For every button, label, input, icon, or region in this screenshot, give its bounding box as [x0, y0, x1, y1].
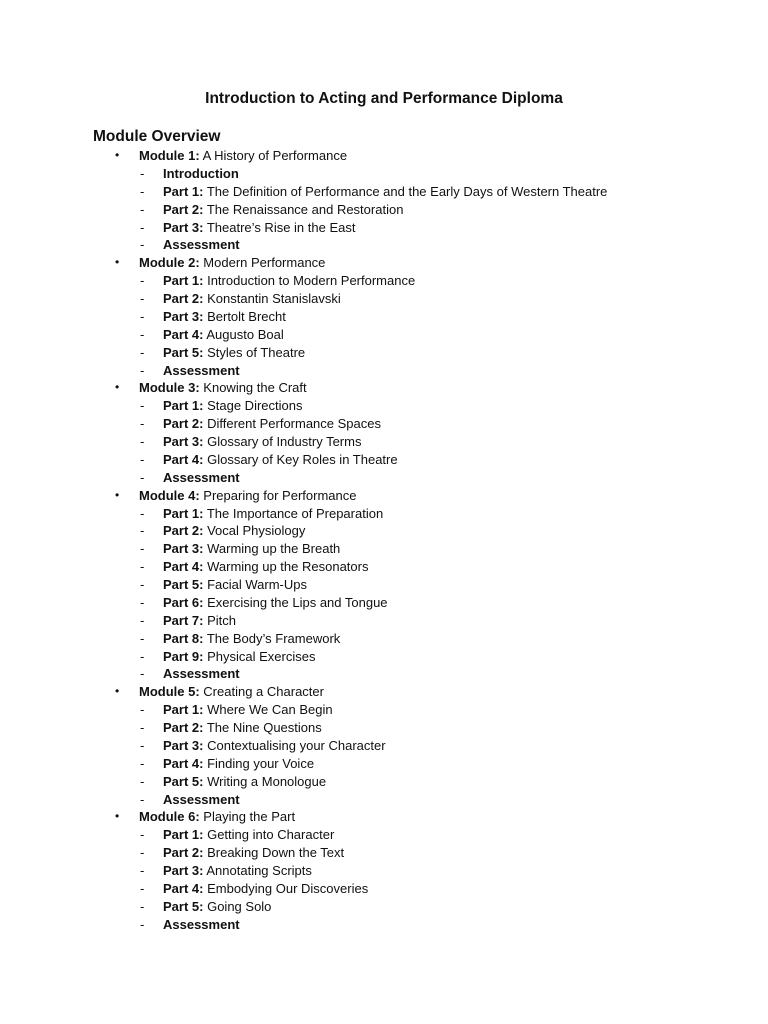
part-label: Part 4:: [163, 559, 204, 575]
dash-marker: -: [140, 451, 145, 467]
part-text: [163, 362, 240, 380]
part-title: The Definition of Performance and the Early Days of Western Theatre: [206, 183, 608, 199]
part-label: Part 8:: [163, 630, 204, 646]
part-label: Part 4:: [163, 880, 204, 896]
part-item: [0, 451, 768, 469]
part-text: [163, 522, 305, 540]
module-item: [0, 254, 768, 272]
dash-marker: -: [140, 612, 145, 628]
bullet-icon: •: [115, 380, 120, 395]
part-title: Styles of Theatre: [207, 344, 306, 360]
dash-marker: -: [140, 845, 145, 861]
part-item: [0, 755, 768, 773]
module-item: [0, 487, 768, 505]
part-text: [163, 290, 341, 308]
part-label: Part 1:: [163, 702, 204, 718]
part-label: Part 3:: [163, 308, 204, 324]
part-title: Where We Can Begin: [207, 702, 333, 718]
part-text: [163, 558, 368, 576]
module-label: Module 6:: [139, 809, 200, 825]
part-text: [163, 826, 334, 844]
part-title: Warming up the Resonators: [207, 559, 369, 575]
part-text: [163, 183, 607, 201]
part-item: [0, 594, 768, 612]
part-title: Introduction to Modern Performance: [207, 273, 416, 289]
part-text: [163, 630, 340, 648]
part-item: [0, 219, 768, 237]
part-label: Part 7:: [163, 612, 204, 628]
dash-marker: -: [140, 702, 145, 718]
part-text: [163, 344, 305, 362]
part-text: [163, 844, 344, 862]
part-label: Assessment: [163, 362, 240, 378]
dash-marker: -: [140, 755, 145, 771]
part-item: [0, 165, 768, 183]
part-item: [0, 344, 768, 362]
dash-marker: -: [140, 201, 145, 217]
section-heading: Module Overview: [93, 128, 221, 145]
module-text: [139, 487, 356, 505]
part-item: [0, 540, 768, 558]
bullet-icon: •: [115, 809, 120, 824]
dash-marker: -: [140, 594, 145, 610]
module-label: Module 5:: [139, 684, 200, 700]
part-text: [163, 594, 388, 612]
part-label: Part 4:: [163, 451, 204, 467]
part-title: Warming up the Breath: [207, 541, 341, 557]
module-text: [139, 147, 347, 165]
module-text: [139, 683, 324, 701]
part-label: Assessment: [163, 666, 240, 682]
dash-marker: -: [140, 273, 145, 289]
module-label: Module 1:: [139, 148, 200, 163]
part-title: The Nine Questions: [206, 720, 322, 735]
part-label: Part 3:: [163, 737, 204, 753]
part-text: [163, 701, 333, 719]
part-title: Getting into Character: [207, 827, 335, 843]
part-title: Konstantin Stanislavski: [207, 291, 341, 306]
part-title: Bertolt Brecht: [207, 308, 286, 324]
part-item: [0, 648, 768, 666]
part-item: [0, 612, 768, 630]
part-text: [163, 576, 307, 594]
part-text: [163, 737, 386, 755]
part-title: Physical Exercises: [207, 648, 316, 664]
part-item: [0, 719, 768, 737]
part-text: [163, 326, 284, 344]
dash-marker: -: [140, 523, 145, 539]
dash-marker: -: [140, 398, 145, 414]
part-text: [163, 665, 240, 683]
module-title: Knowing the Craft: [203, 380, 307, 396]
part-label: Assessment: [163, 791, 240, 807]
dash-marker: -: [140, 827, 145, 843]
part-title: Exercising the Lips and Tongue: [207, 594, 388, 610]
part-text: [163, 397, 302, 415]
part-label: Part 4:: [163, 755, 204, 771]
part-label: Part 3:: [163, 541, 204, 557]
module-title: A History of Performance: [202, 148, 348, 163]
part-item: [0, 862, 768, 880]
dash-marker: -: [140, 219, 145, 235]
dash-marker: -: [140, 648, 145, 664]
module-label: Module 4:: [139, 487, 200, 503]
dash-marker: -: [140, 237, 145, 253]
part-label: Part 2:: [163, 523, 204, 539]
part-title: Theatre’s Rise in the East: [206, 219, 356, 235]
part-item: [0, 522, 768, 540]
part-title: Different Performance Spaces: [207, 416, 381, 432]
part-label: Part 3:: [163, 219, 204, 235]
part-item: [0, 433, 768, 451]
dash-marker: -: [140, 577, 145, 592]
part-label: Part 1:: [163, 505, 204, 521]
part-text: [163, 719, 322, 737]
module-title: Creating a Character: [203, 684, 324, 700]
part-item: [0, 308, 768, 326]
dash-marker: -: [140, 791, 145, 807]
module-label: Module 2:: [139, 255, 200, 271]
part-text: [163, 451, 398, 469]
dash-marker: -: [140, 362, 145, 378]
dash-marker: -: [140, 326, 145, 342]
part-item: [0, 665, 768, 683]
part-label: Part 3:: [163, 434, 204, 449]
part-label: Part 1:: [163, 827, 204, 843]
part-title: Breaking Down the Text: [207, 845, 345, 861]
bullet-icon: •: [115, 255, 120, 270]
part-label: Part 9:: [163, 648, 204, 664]
module-text: [139, 379, 307, 397]
module-text: [139, 254, 325, 272]
dash-marker: -: [140, 737, 145, 753]
bullet-icon: •: [115, 148, 120, 162]
part-title: Vocal Physiology: [207, 523, 306, 539]
part-label: Assessment: [163, 469, 240, 485]
bullet-icon: •: [115, 684, 120, 699]
part-title: Embodying Our Discoveries: [207, 880, 369, 896]
part-item: [0, 236, 768, 254]
part-item: [0, 773, 768, 791]
dash-marker: -: [140, 541, 145, 557]
module-text: [139, 808, 295, 826]
part-item: [0, 272, 768, 290]
part-title: Stage Directions: [207, 398, 303, 414]
dash-marker: -: [140, 416, 145, 432]
bullet-icon: •: [115, 487, 120, 502]
part-item: [0, 791, 768, 809]
part-item: [0, 844, 768, 862]
part-title: Augusto Boal: [206, 326, 284, 342]
part-text: [163, 236, 240, 254]
dash-marker: -: [140, 344, 145, 360]
part-text: [163, 469, 240, 487]
part-title: Glossary of Key Roles in Theatre: [207, 451, 398, 467]
module-list: [0, 147, 768, 934]
part-title: The Body’s Framework: [206, 630, 341, 646]
part-label: Part 6:: [163, 594, 204, 610]
part-text: [163, 165, 239, 183]
dash-marker: -: [140, 505, 145, 521]
part-text: [163, 755, 314, 773]
part-label: Part 1:: [163, 273, 204, 289]
part-item: [0, 505, 768, 523]
part-item: [0, 469, 768, 487]
part-text: [163, 540, 340, 558]
part-item: [0, 701, 768, 719]
dash-marker: -: [140, 165, 145, 181]
part-label: Part 2:: [163, 201, 204, 217]
part-item: [0, 737, 768, 755]
part-text: [163, 648, 315, 666]
part-label: Part 5:: [163, 898, 204, 914]
dash-marker: -: [140, 898, 145, 914]
part-label: Part 2:: [163, 720, 204, 735]
part-text: [163, 916, 240, 934]
dash-marker: -: [140, 773, 145, 789]
part-text: [163, 272, 415, 290]
dash-marker: -: [140, 559, 145, 575]
module-item: [0, 147, 768, 165]
part-label: Part 4:: [163, 326, 204, 342]
module-title: Preparing for Performance: [203, 487, 357, 503]
part-title: Finding your Voice: [207, 755, 315, 771]
part-item: [0, 898, 768, 916]
part-text: [163, 791, 240, 809]
part-item: [0, 290, 768, 308]
dash-marker: -: [140, 720, 145, 735]
part-label: Part 5:: [163, 577, 204, 592]
module-title: Modern Performance: [203, 255, 326, 271]
module-title: Playing the Part: [203, 809, 296, 825]
part-title: The Importance of Preparation: [206, 505, 384, 521]
part-text: [163, 505, 383, 523]
part-item: [0, 558, 768, 576]
part-label: Part 2:: [163, 845, 204, 861]
part-item: [0, 326, 768, 344]
part-item: [0, 397, 768, 415]
part-text: [163, 612, 236, 630]
part-item: [0, 826, 768, 844]
dash-marker: -: [140, 863, 145, 878]
part-title: Annotating Scripts: [206, 863, 312, 878]
module-item: [0, 379, 768, 397]
part-text: [163, 201, 403, 219]
part-text: [163, 308, 286, 326]
part-label: Part 5:: [163, 344, 204, 360]
dash-marker: -: [140, 469, 145, 485]
part-title: Pitch: [207, 612, 236, 628]
part-text: [163, 862, 312, 880]
part-text: [163, 219, 355, 237]
module-item: [0, 808, 768, 826]
part-item: [0, 201, 768, 219]
part-label: Part 5:: [163, 773, 204, 789]
dash-marker: -: [140, 308, 145, 324]
document-title: Introduction to Acting and Performance Diploma: [205, 90, 563, 107]
part-title: Facial Warm-Ups: [207, 577, 308, 592]
dash-marker: -: [140, 630, 145, 646]
module-item: [0, 683, 768, 701]
part-title: Contextualising your Character: [207, 737, 386, 753]
part-text: [163, 433, 361, 451]
dash-marker: -: [140, 666, 145, 682]
part-label: Part 2:: [163, 291, 204, 306]
part-item: [0, 880, 768, 898]
part-title: The Renaissance and Restoration: [206, 201, 404, 217]
part-item: [0, 183, 768, 201]
part-label: Part 2:: [163, 416, 204, 432]
part-label: Introduction: [163, 165, 239, 181]
part-text: [163, 898, 271, 916]
part-title: Going Solo: [207, 898, 272, 914]
part-title: Writing a Monologue: [207, 773, 327, 789]
part-text: [163, 880, 368, 898]
part-item: [0, 630, 768, 648]
part-label: Assessment: [163, 916, 240, 932]
part-text: [163, 773, 326, 791]
dash-marker: -: [140, 880, 145, 896]
dash-marker: -: [140, 183, 145, 199]
part-text: [163, 415, 381, 433]
part-title: Glossary of Industry Terms: [207, 434, 362, 449]
part-item: [0, 415, 768, 433]
module-label: Module 3:: [139, 380, 200, 396]
dash-marker: -: [140, 291, 145, 306]
part-item: [0, 916, 768, 934]
part-label: Part 1:: [163, 183, 204, 199]
part-item: [0, 576, 768, 594]
part-label: Part 1:: [163, 398, 204, 414]
dash-marker: -: [140, 916, 145, 932]
part-item: [0, 362, 768, 380]
part-label: Part 3:: [163, 863, 204, 878]
part-label: Assessment: [163, 237, 240, 253]
dash-marker: -: [140, 434, 145, 449]
